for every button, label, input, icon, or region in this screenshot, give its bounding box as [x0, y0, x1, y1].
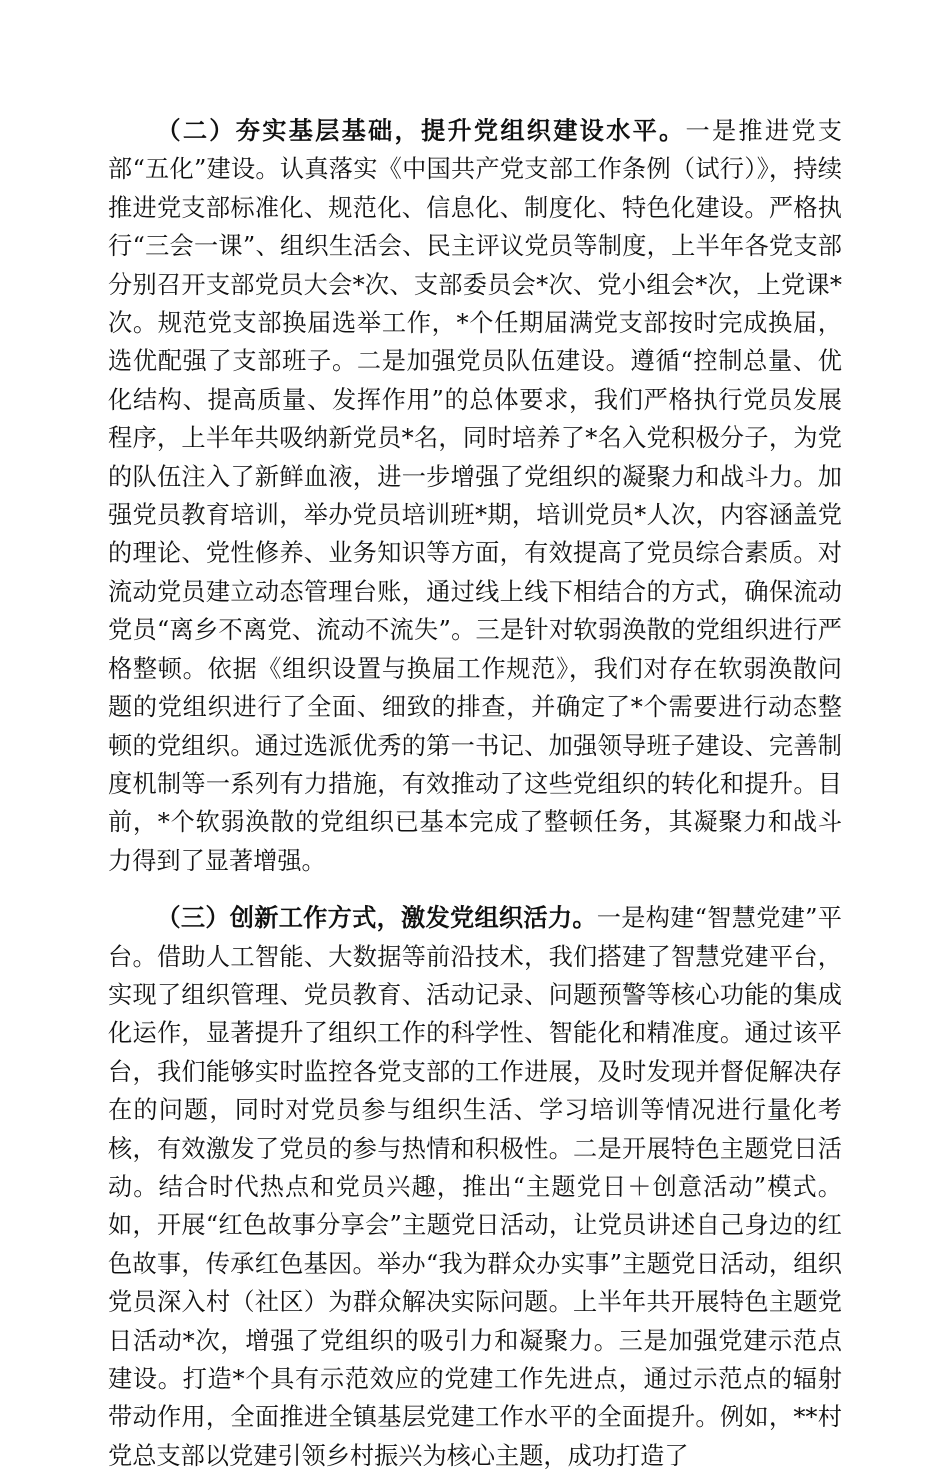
section-3-heading: （三）创新工作方式，激发党组织活力。 [156, 904, 597, 933]
section-2-heading: （二）夯实基层基础，提升党组织建设水平。 [156, 117, 686, 145]
paragraph-section-3 [108, 899, 842, 1475]
section-3-body: 一是构建“智慧党建”平台。借助人工智能、大数据等前沿技术，我们搭建了智慧党建平台，实现了组织管理、党员教育、活动记录、问题预警等核心功能的集成化运作，显著提升了组织工作的科学性、智能化和精准度。通过该平台，我们能够实时监控各党支部的工作进展，及时发现并督促解决存在的问题，同时对党员参与组织生活、学习培训等情况进行量化考核，有效激发了党员的参与热情和积极性。二是开展特色主题党日活动。结合时代热点和党员兴趣，推出“主题党日＋创意活动”模式。如，开展“红色故事分享会”主题党日活动，让党员讲述自己身边的红色故事，传承红色基因。举办“我为群众办实事”主题党日活动，组织党员深入村（社区）为群众解决实际问题。上半年共开展特色主题党日活动*次，增强了党组织的吸引力和凝聚力。三是加强党建示范点建设。打造*个具有示范效应的党建工作先进点，通过示范点的辐射带动作用，全面推进全镇基层党建工作水平的全面提升。例如，**村党总支部以党建引领乡村振兴为核心主题，成功打造了 [108, 904, 842, 1470]
document-page [108, 112, 842, 1475]
paragraph-section-2 [108, 112, 842, 880]
section-2-body: 一是推进党支部“五化”建设。认真落实《中国共产党支部工作条例（试行）》，持续推进党支部标准化、规范化、信息化、制度化、特色化建设。严格执行“三会一课”、组织生活会、民主评议党员等制度，上半年各党支部分别召开支部党员大会*次、支部委员会*次、党小组会*次，上党课*次。规范党支部换届选举工作，*个任期届满党支部按时完成换届，选优配强了支部班子。二是加强党员队伍建设。遵循“控制总量、优化结构、提高质量、发挥作用”的总体要求，我们严格执行党员发展程序，上半年共吸纳新党员*名，同时培养了*名入党积极分子，为党的队伍注入了新鲜血液，进一步增强了党组织的凝聚力和战斗力。加强党员教育培训，举办党员培训班*期，培训党员*人次，内容涵盖党的理论、党性修养、业务知识等方面，有效提高了党员综合素质。对流动党员建立动态管理台账，通过线上线下相结合的方式，确保流动党员“离乡不离党、流动不流失”。三是针对软弱涣散的党组织进行严格整顿。依据《组织设置与换届工作规范》，我们对存在软弱涣散问题的党组织进行了全面、细致的排查，并确定了*个需要进行动态整顿的党组织。通过选派优秀的第一书记、加强领导班子建设、完善制度机制等一系列有力措施，有效推动了这些党组织的转化和提升。目前，*个软弱涣散的党组织已基本完成了整顿任务，其凝聚力和战斗力得到了显著增强。 [108, 117, 842, 875]
